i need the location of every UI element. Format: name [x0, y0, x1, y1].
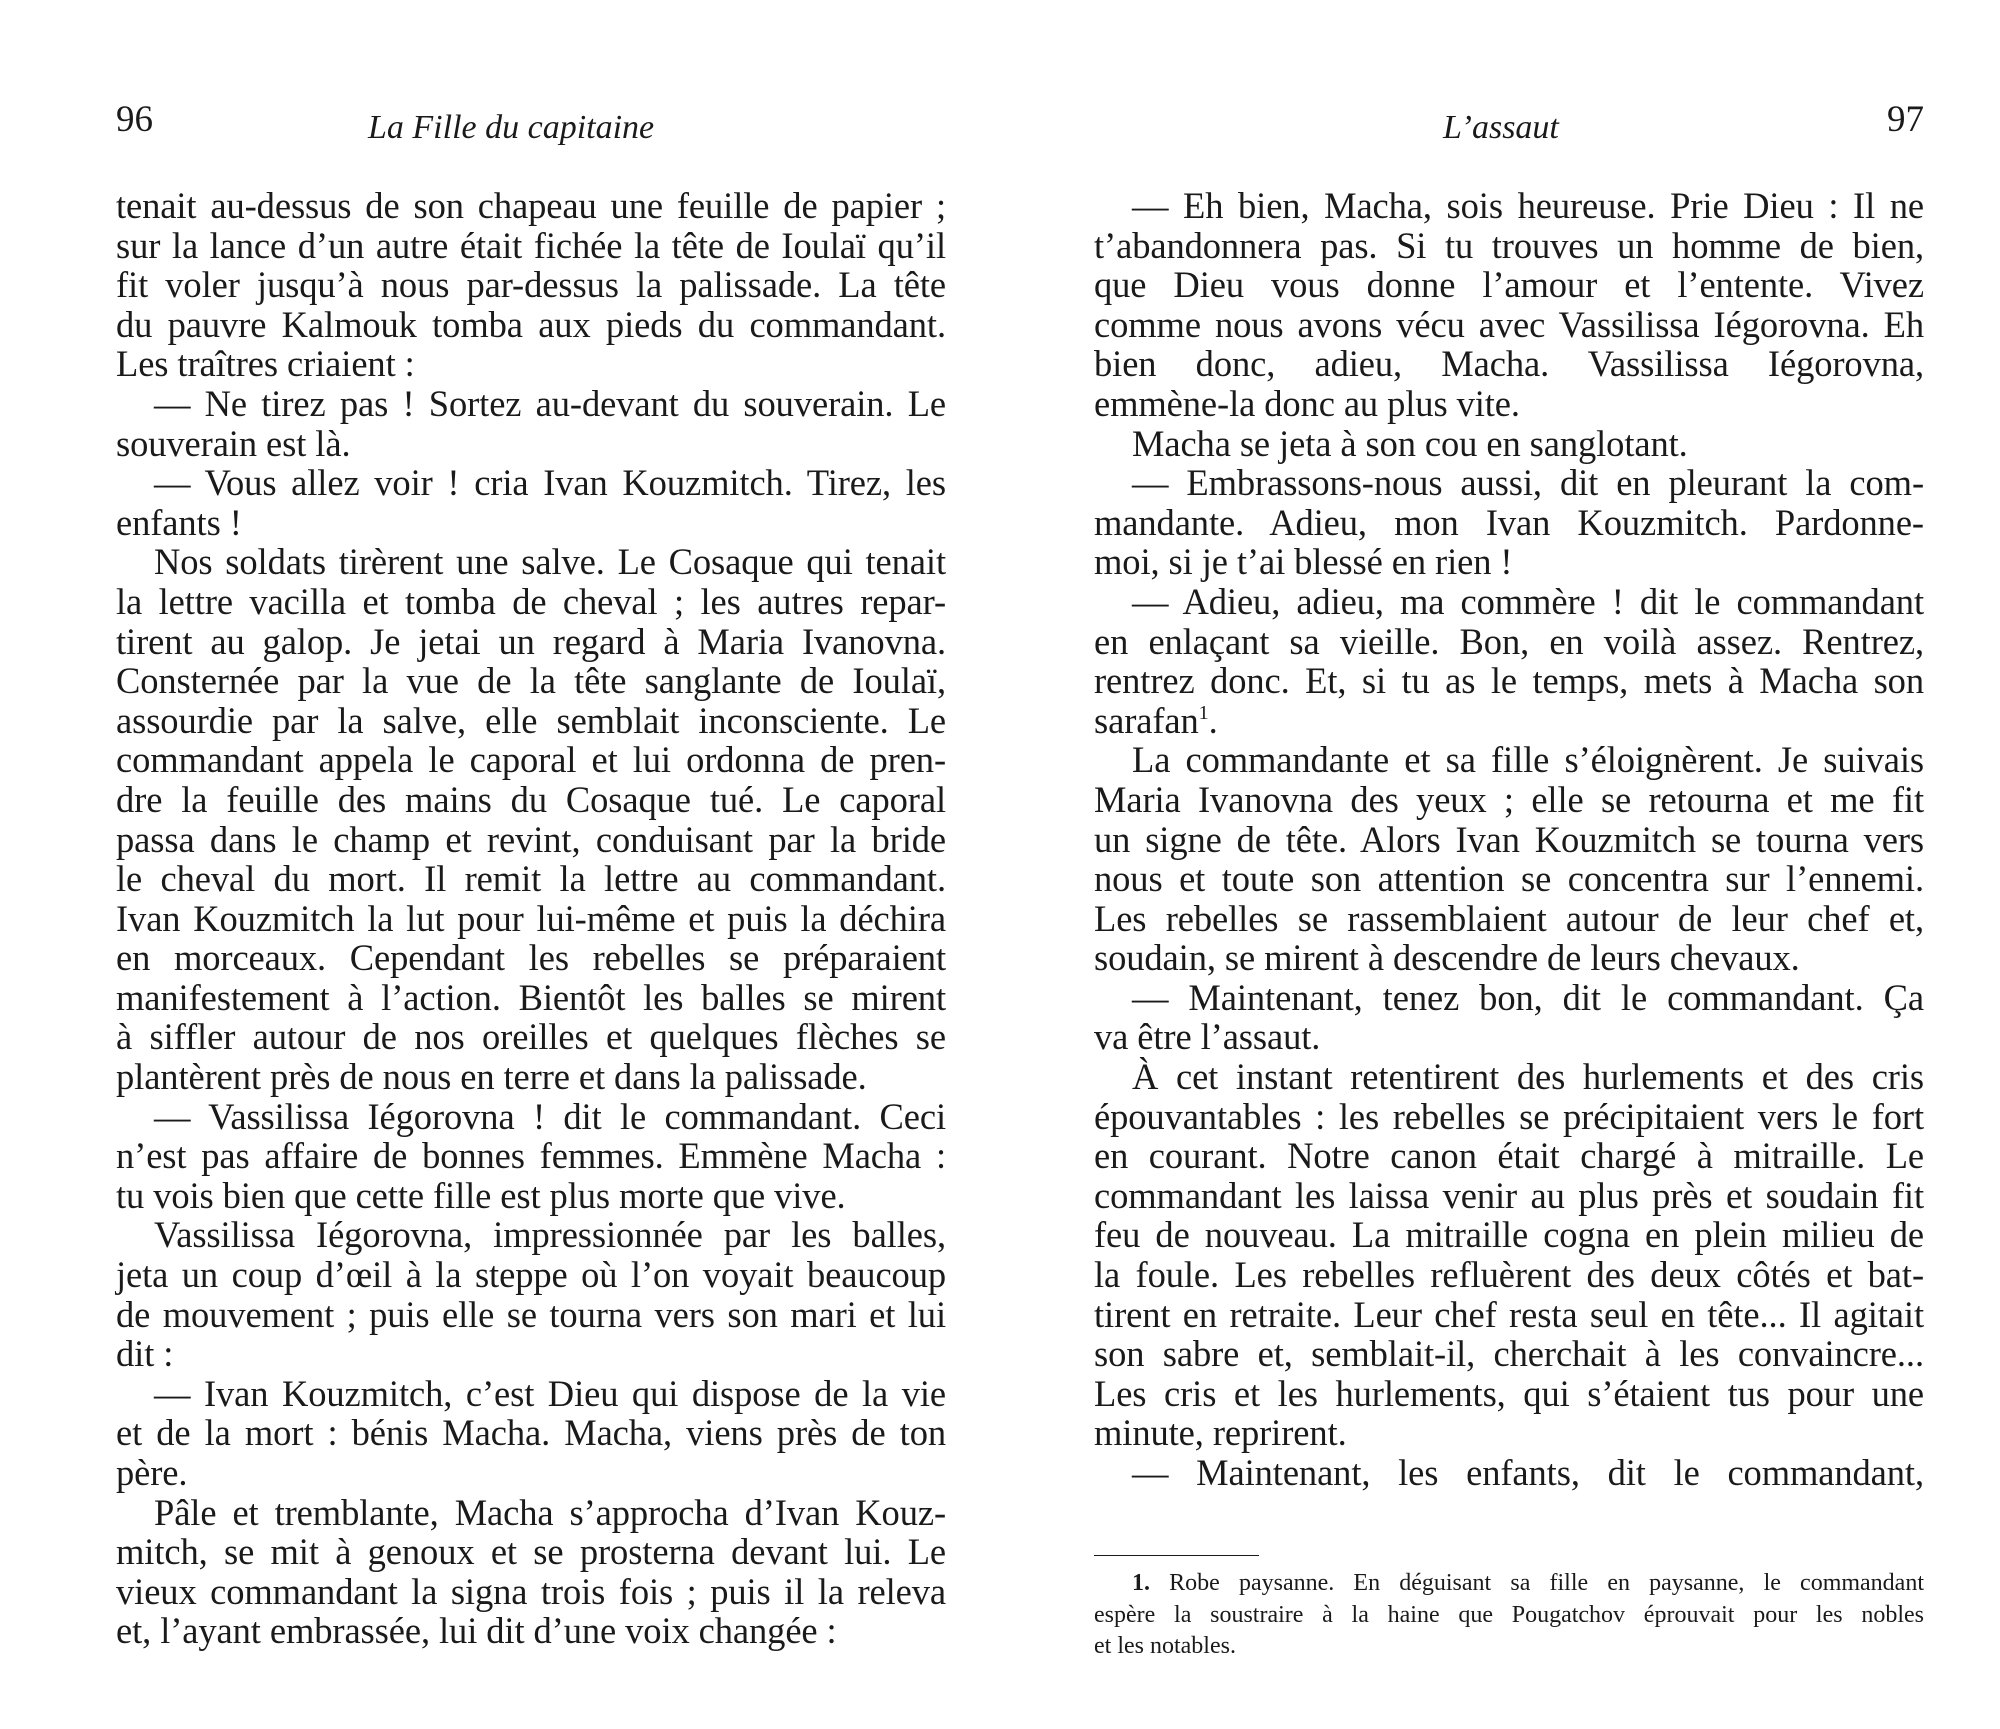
text-line: souverain est là. [116, 422, 351, 464]
footnote-line: et les notables. [1094, 1633, 1236, 1659]
text-line: Consternée par la vue de la tête sanglante de Ioulaï, [116, 660, 946, 702]
text-line: — Vassilissa Iégorovna ! dit le commandant. Ceci [154, 1095, 946, 1137]
text-line: père. [116, 1452, 188, 1493]
text-line: assourdie par la salve, elle semblait inconsciente. Le [116, 699, 946, 741]
text-line: tu vois bien que cette fille est plus morte que vive. [116, 1174, 846, 1216]
text-line: tirent au galop. Je jetai un regard à Maria Ivanovna. [116, 620, 946, 662]
text-line: Ivan Kouzmitch la lut pour lui-même et puis la déchira [116, 897, 946, 939]
footnote-line [1094, 1568, 1924, 1600]
text-line: mitch, se mit à genoux et se prosterna devant lui. Le [116, 1531, 946, 1573]
text-line: Nos soldats tirèrent une salve. Le Cosaque qui tenait [154, 541, 946, 583]
right-running-head: L’assaut [1443, 109, 1559, 146]
text-line: emmène-la donc au plus vite. [1094, 382, 1520, 424]
text-line: t’abandonnera pas. Si tu trouves un homme de bien, [1094, 224, 1924, 266]
text-line: moi, si je t’ai blessé en rien ! [1094, 541, 1513, 583]
text-line: À cet instant retentirent des hurlements et des cris [1132, 1056, 1924, 1098]
text-line: en courant. Notre canon était chargé à mitraille. Le [1094, 1135, 1924, 1177]
text-line: sur la lance d’un autre était fichée la tête de Ioulaï qu’il [116, 224, 946, 266]
text-line: en morceaux. Cependant les rebelles se préparaient [116, 937, 946, 979]
right-page-number: 97 [1887, 99, 1924, 140]
left-page-number: 96 [116, 99, 153, 140]
text-line: — Embrassons-nous aussi, dit en pleurant la com- [1132, 462, 1924, 504]
text-line: soudain, se mirent à descendre de leurs chevaux. [1094, 937, 1800, 979]
text-line: dre la feuille des mains du Cosaque tué. Le caporal [116, 778, 946, 820]
text-line: La commandante et sa fille s’éloignèrent. Je suivais [1132, 739, 1924, 781]
text-line: — Adieu, adieu, ma commère ! dit le commandant [1132, 580, 1924, 622]
text-line-with-footnote [1094, 701, 1924, 741]
text-line: comme nous avons vécu avec Vassilissa Iégorovna. Eh [1094, 303, 1924, 345]
left-body-text [116, 186, 946, 1651]
left-running-head: La Fille du capitaine [368, 109, 655, 146]
footnote-number: 1. [1132, 1570, 1150, 1596]
text-line: la foule. Les rebelles refluèrent des deux côtés et bat- [1094, 1254, 1924, 1296]
footnote-line: espère la soustraire à la haine que Pougatchov éprouvait pour les nobles [1094, 1601, 1924, 1628]
text-line: jeta un coup d’œil à la steppe où l’on voyait beaucoup [116, 1254, 946, 1296]
text-line: — Ivan Kouzmitch, c’est Dieu qui dispose de la vie [154, 1372, 946, 1414]
text-line: Les cris et les hurlements, qui s’étaient tus pour une [1094, 1372, 1924, 1414]
text-line: épouvantables : les rebelles se précipitaient vers le fort [1094, 1095, 1924, 1137]
text-line: — Ne tirez pas ! Sortez au-devant du souverain. Le [154, 382, 946, 424]
text-fragment: . [1208, 699, 1218, 741]
text-line: vieux commandant la signa trois fois ; puis il la releva [116, 1570, 946, 1612]
text-line: que Dieu vous donne l’amour et l’entente. Vivez [1094, 264, 1924, 306]
text-line: le cheval du mort. Il remit la lettre au commandant. [116, 858, 946, 900]
text-line: tirent en retraite. Leur chef resta seul en tête... Il agitait [1094, 1293, 1924, 1335]
text-line: un signe de tête. Alors Ivan Kouzmitch se tourna vers [1094, 818, 1924, 860]
text-line: en enlaçant sa vieille. Bon, en voilà assez. Rentrez, [1094, 620, 1924, 662]
text-line: dit : [116, 1333, 174, 1375]
text-line: et de la mort : bénis Macha. Macha, viens près de ton [116, 1412, 946, 1454]
text-line: Pâle et tremblante, Macha s’approcha d’Ivan Kouz- [154, 1491, 946, 1533]
text-line: bien donc, adieu, Macha. Vassilissa Iégorovna, [1094, 343, 1924, 385]
text-line: Les rebelles se rassemblaient autour de leur chef et, [1094, 897, 1924, 939]
text-line: n’est pas affaire de bonnes femmes. Emmène Macha : [116, 1135, 946, 1177]
text-line: et, l’ayant embrassée, lui dit d’une voix changée : [116, 1610, 837, 1652]
text-line: passa dans le champ et revint, conduisant par la bride [116, 818, 946, 860]
text-line: commandant les laissa venir au plus près et soudain fit [1094, 1174, 1924, 1216]
text-line: enfants ! [116, 501, 242, 543]
text-line: rentrez donc. Et, si tu as le temps, mets à Macha son [1094, 660, 1924, 702]
text-line: plantèrent près de nous en terre et dans la palissade. [116, 1056, 867, 1098]
text-line: — Maintenant, les enfants, dit le commandant, [1132, 1452, 1924, 1493]
text-line: mandante. Adieu, mon Ivan Kouzmitch. Pardonne- [1094, 501, 1924, 543]
text-line: — Maintenant, tenez bon, dit le commandant. Ça [1132, 976, 1924, 1018]
text-line: du pauvre Kalmouk tomba aux pieds du commandant. [116, 303, 946, 345]
right-page [1000, 0, 2000, 1729]
text-line: Maria Ivanovna des yeux ; elle se retourna et me fit [1094, 778, 1924, 820]
footnote-divider [1094, 1555, 1259, 1556]
text-line: — Eh bien, Macha, sois heureuse. Prie Dieu : Il ne [1132, 185, 1924, 226]
text-line: la lettre vacilla et tomba de cheval ; les autres repar- [116, 580, 946, 622]
text-line: Les traîtres criaient : [116, 343, 415, 385]
text-line: fit voler jusqu’à nous par-dessus la palissade. La tête [116, 264, 946, 306]
text-line: tenait au-dessus de son chapeau une feuille de papier ; [116, 185, 946, 226]
text-line: manifestement à l’action. Bientôt les balles se mirent [116, 976, 946, 1018]
text-line: commandant appela le caporal et lui ordonna de pren- [116, 739, 946, 781]
footnote-text: Robe paysanne. En déguisant sa fille en paysanne, le commandant [1169, 1570, 1925, 1596]
text-line: va être l’assaut. [1094, 1016, 1321, 1058]
text-line: nous et toute son attention se concentra sur l’ennemi. [1094, 858, 1924, 900]
footnote [1094, 1568, 1924, 1663]
right-body-text [1094, 186, 1924, 1493]
text-line: — Vous allez voir ! cria Ivan Kouzmitch. Tirez, les [154, 462, 946, 504]
text-line: son sabre et, semblait-il, cherchait à les convaincre... [1094, 1333, 1924, 1375]
text-line: feu de nouveau. La mitraille cogna en plein milieu de [1094, 1214, 1924, 1256]
text-fragment: sarafan [1094, 699, 1199, 741]
text-line: de mouvement ; puis elle se tourna vers son mari et lui [116, 1293, 946, 1335]
text-line: Vassilissa Iégorovna, impressionnée par les balles, [154, 1214, 946, 1256]
text-line: à siffler autour de nos oreilles et quelques flèches se [116, 1016, 946, 1058]
text-line: minute, reprirent. [1094, 1412, 1347, 1454]
footnote-reference: 1 [1198, 701, 1209, 724]
text-line: Macha se jeta à son cou en sanglotant. [1132, 422, 1688, 464]
